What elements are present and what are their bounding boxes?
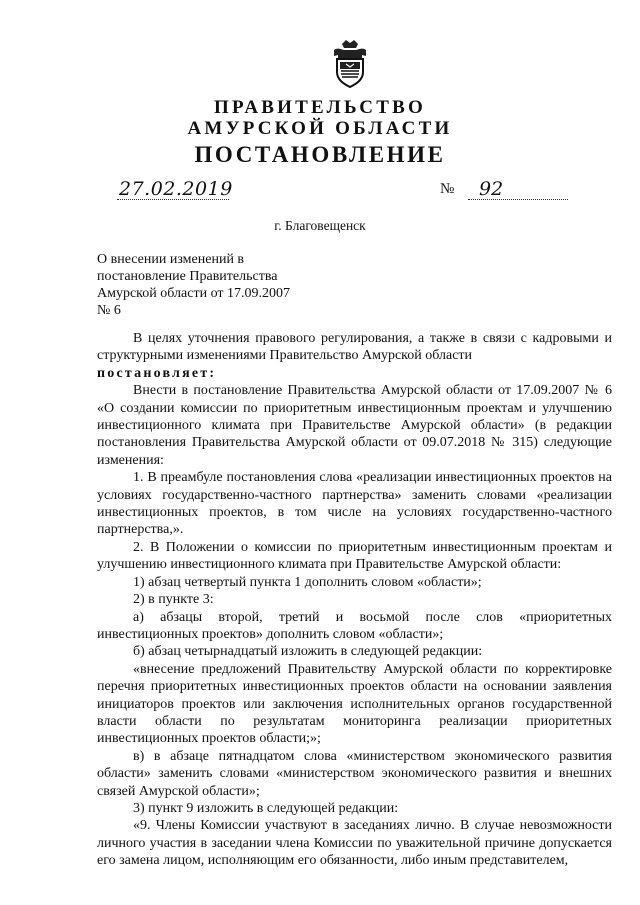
resolves-text: постановляет: <box>97 365 217 381</box>
intro-paragraph: Внести в постановление Правительства Амурской области от 17.09.2007 № 6 «О создании комиссии по приоритетным инвестиционным проектам и улучшению инвестиционного климата при Правительстве Амурской области» (в редакции постановления Правительства Амурской области от 09.07.2018 № 315) следующие изменения: <box>97 383 612 468</box>
handwritten-date: 27.02.2019 <box>119 178 233 200</box>
government-title-line1: ПРАВИТЕЛЬСТВО <box>214 97 426 118</box>
resolves-keyword <box>97 365 612 382</box>
item-1-paragraph: 1. В преамбуле постановления слова «реализации инвестиционных проектов на условиях государственно-частного партнерства» заменить словами «реализации инвестиционных проектов, в том числе на условиях государственно-частного партнерства,». <box>97 470 612 538</box>
item-2-2a-paragraph: а) абзацы второй, третий и восьмой после слов «приоритетных инвестиционных проектов» дополнить словом «области»; <box>97 609 612 642</box>
date-underline <box>117 199 229 200</box>
item-2-3-text-paragraph: «9. Члены Комиссии участвуют в заседаниях лично. В случае невозможности личного участия в заседании члена Комиссии по уважительной причине допускается его замена лицом, исполняющим его обязанности, либо иным представителем, <box>97 818 612 869</box>
item-2-2-paragraph: 2) в пункте 3: <box>133 592 214 608</box>
item-2-2b-paragraph: б) абзац четырнадцатый изложить в следующей редакции: <box>133 644 483 660</box>
item-2-1-paragraph: 1) абзац четвертый пункта 1 дополнить словом «области»; <box>133 574 482 590</box>
document-type-title: ПОСТАНОВЛЕНИЕ <box>194 142 446 167</box>
handwritten-number: 92 <box>479 178 504 200</box>
number-underline <box>468 199 568 200</box>
document-subject <box>97 251 290 319</box>
government-title-line2: АМУРСКОЙ ОБЛАСТИ <box>187 118 453 139</box>
number-sign: № <box>440 181 455 197</box>
coat-of-arms-icon <box>328 38 372 90</box>
subject-line: О внесении изменений в <box>97 252 245 267</box>
preamble-paragraph: В целях уточнения правового регулирования, а также в связи с кадровыми и структурными изменениями Правительство Амурской области <box>97 331 612 364</box>
subject-line: Амурской области от 17.09.2007 <box>97 286 290 301</box>
subject-line: № 6 <box>97 303 121 318</box>
item-2-paragraph: 2. В Положении о комиссии по приоритетным инвестиционным проектам и улучшению инвестиционного климата при Правительстве Амурской области: <box>97 539 612 573</box>
city-line: г. Благовещенск <box>274 218 366 233</box>
subject-line: постановление Правительства <box>97 269 278 284</box>
item-2-2c-paragraph: в) в абзаце пятнадцатом слова «министерством экономического развития области» заменить словами «министерством экономического развития и внешних связей Амурской области»; <box>97 748 612 799</box>
document-body <box>97 330 612 870</box>
item-2-2b-text-paragraph: «внесение предложений Правительству Амурской области по корректировке перечня приоритетных инвестиционных проектов области на основании заявления инициаторов проектов или заключения исполнительных органов государственной власти области по результатам мониторинга реализации приоритетных инвестиционных проектов области;»; <box>97 661 612 747</box>
item-2-3-paragraph: 3) пункт 9 изложить в следующей редакции: <box>133 800 399 816</box>
